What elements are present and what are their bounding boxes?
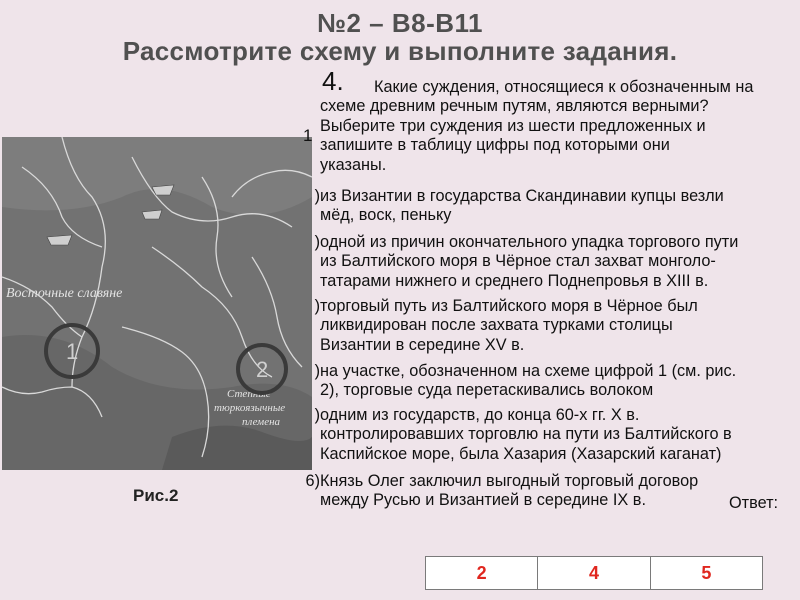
question-line: Какие суждения, относящиеся к обозначенным на [374, 78, 754, 96]
option-3 [314, 297, 795, 355]
option-line: Князь Олег заключил выгодный торговый договор [320, 472, 699, 490]
option-line: торговый путь из Балтийского моря в Чёрное был [320, 297, 698, 315]
river-routes-map-image [2, 137, 312, 470]
option-number: ) [314, 297, 320, 315]
map-label-steppe-1: Степные [227, 388, 271, 400]
question-line: схеме древним речным путям, являются верными? [320, 97, 709, 116]
answer-cell-3: 5 [701, 562, 712, 583]
option-line: ликвидирован после захвата турками столицы [320, 316, 673, 335]
option-line: между Русью и Византией в середине IX в. [320, 491, 646, 510]
option-1 [314, 187, 795, 226]
option-line: контролировавших торговлю на пути из Балтийского в [320, 425, 732, 444]
option-line: мёд, воск, пеньку [320, 206, 452, 225]
answer-label: Ответ: [729, 494, 779, 512]
option-line: Византии в середине XV в. [320, 335, 525, 354]
option-number: ) [314, 406, 320, 424]
question-line: запишите в таблицу цифры под которыми они [320, 136, 670, 155]
option-5 [314, 406, 795, 464]
answer-table [425, 556, 763, 590]
option-2 [314, 233, 795, 291]
option-number: ) [314, 362, 320, 380]
answer-cell-2: 4 [538, 557, 650, 589]
option-line: 2), торговые суда перетаскивались волоком [320, 381, 654, 400]
question-line: Выберите три суждения из шести предложенных и [320, 116, 706, 135]
historical-map [2, 137, 312, 470]
map-label-steppe-2: тюркоязычные [214, 402, 286, 414]
route-marker-1-label: 1 [66, 339, 79, 364]
question-text [320, 78, 792, 175]
option-line: Каспийское море, была Хазария (Хазарский каганат) [320, 444, 722, 463]
option-number: ) [314, 187, 320, 205]
option-line: из Византии в государства Скандинавии купцы везли [320, 187, 724, 205]
option-marker: 1 [303, 126, 313, 145]
option-6 [305, 472, 795, 511]
option-line: одной из причин окончательного упадка торгового пути [320, 233, 739, 251]
option-line: татарами нижнего и среднего Поднепровья в XIII в. [320, 271, 709, 290]
map-label-steppe-3: племена [242, 416, 281, 428]
question-number: 4. [322, 66, 344, 96]
route-marker-2-label: 2 [256, 357, 269, 382]
slide-title: Рассмотрите схему и выполните задания. [122, 36, 678, 66]
answer-cell-1: 2 [426, 557, 538, 589]
option-4 [314, 362, 795, 401]
option-line: из Балтийского моря в Чёрное стал захват монголо- [320, 252, 716, 271]
slide-number-title: №2 – В8-В11 [316, 8, 483, 38]
option-number: ) [314, 233, 320, 251]
question-line: указаны. [320, 155, 387, 174]
option-line: одним из государств, до конца 60-х гг. Х в. [320, 406, 640, 424]
option-line: на участке, обозначенном на схеме цифрой 1 (см. рис. [320, 362, 737, 380]
map-label-east-slavs: Восточные славяне [6, 286, 123, 301]
option-number: 6) [305, 472, 320, 490]
figure-caption: Рис.2 [133, 486, 179, 505]
